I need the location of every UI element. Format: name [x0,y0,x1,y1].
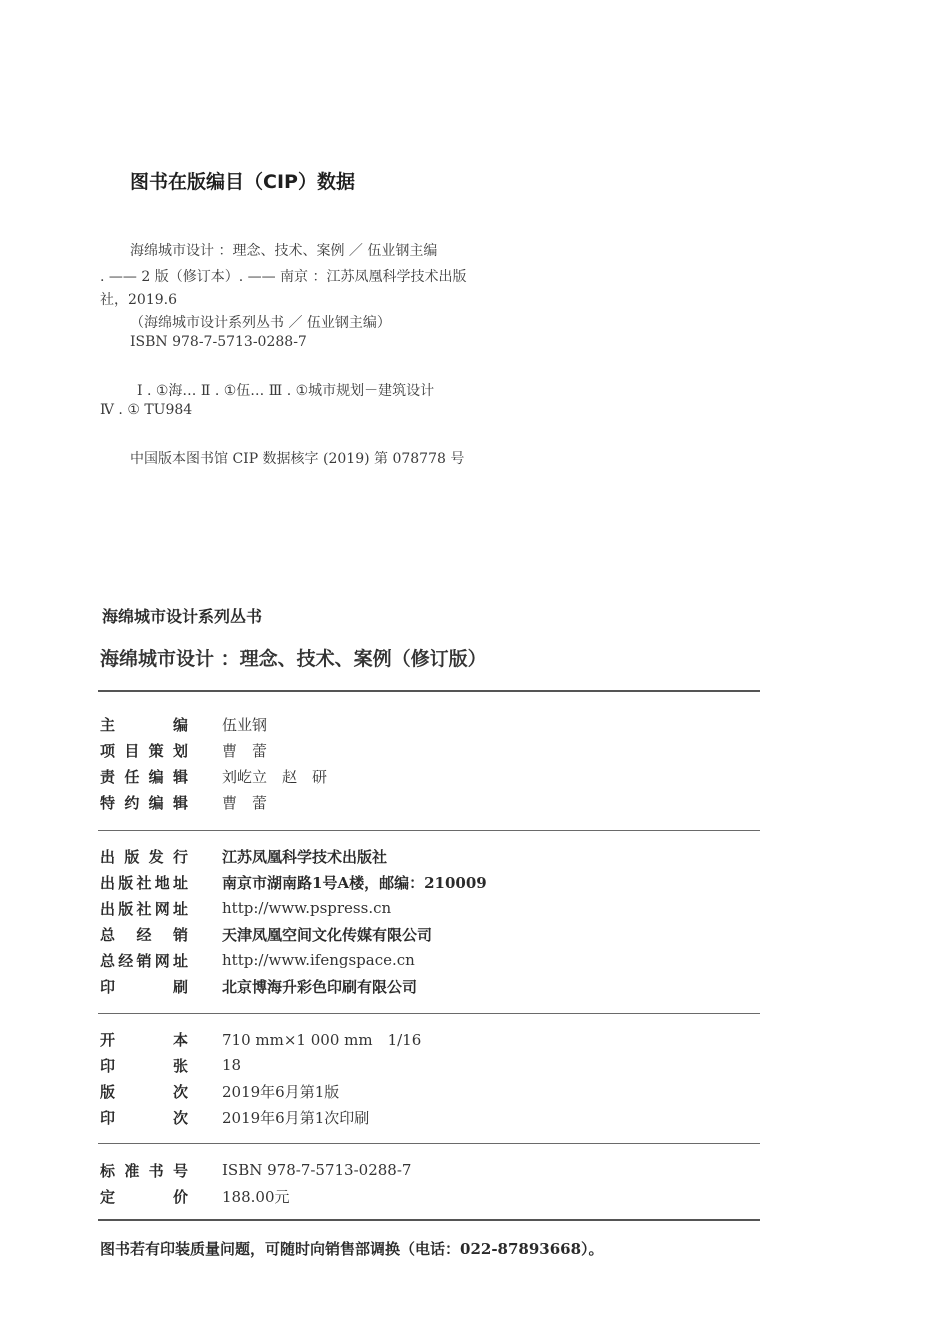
series-name: 海绵城市设计系列丛书 [102,607,263,626]
info-row-distributor [100,923,432,945]
info-row-printer [100,975,417,997]
cip-line-title: 海绵城市设计 ：理念、技术、案例 ／ 伍业钢主编 [130,243,438,259]
row-value: 江苏凤凰科学技术出版社 [222,847,388,866]
divider [98,1013,760,1014]
cip-heading: 图书在版编目（CIP）数据 [130,171,355,193]
distributor-website-link[interactable]: http://www.ifengspace.cn [222,951,415,969]
info-row-publisher-address [100,871,487,893]
info-row-publisher-website [100,897,391,919]
publisher-website-link[interactable]: http://www.pspress.cn [222,899,392,917]
info-row-printing [100,1106,369,1128]
row-label: 开 本 [100,1030,188,1049]
row-label: 出 版 社 网 址 [100,899,188,918]
quality-notice: 图书若有印装质量问题，可随时向销售部调换（电话：022-87893668）。 [100,1240,604,1258]
divider [98,830,760,831]
info-row-contributing-editor [100,791,267,813]
info-row-project-planner [100,739,267,761]
book-title: 海绵城市设计 ：理念、技术、案例（修订版） [100,648,487,670]
cip-line-publisher: 社，2019.6 [100,292,177,308]
info-row-distributor-website [100,949,415,971]
info-row-isbn [100,1159,411,1181]
cip-line-record-number: 中国版本图书馆 CIP 数据核字 (2019) 第 078778 号 [130,451,465,467]
cip-line-series: （海绵城市设计系列丛书 ／ 伍业钢主编） [130,315,391,331]
cip-line-edition: . —— 2 版（修订本）. —— 南京 ：江苏凤凰科学技术出版 [100,269,467,285]
info-row-publisher [100,845,387,867]
row-label: 出 版 发 行 [100,847,188,866]
cip-line-subjects: Ⅰ . ①海… Ⅱ . ①伍… Ⅲ . ①城市规划－建筑设计 [137,383,435,399]
info-row-format [100,1028,421,1050]
row-value: 刘屹立 赵 研 [222,767,328,786]
row-value: 188.00元 [222,1187,290,1206]
row-value: 南京市湖南路1号A楼，邮编：210009 [222,873,487,892]
row-value: 710 mm×1 000 mm 1/16 [222,1030,422,1049]
row-label: 印 次 [100,1108,188,1127]
row-label: 总 经 销 [100,925,188,944]
row-label: 主 编 [100,715,188,734]
row-label: 总 经 销 网 址 [100,951,188,970]
cip-line-isbn: ISBN 978-7-5713-0288-7 [130,334,307,350]
row-value: 2019年6月第1版 [222,1082,340,1101]
cip-line-classification: Ⅳ . ① TU984 [100,402,193,418]
row-value: ISBN 978-7-5713-0288-7 [222,1161,412,1179]
row-value: 伍业钢 [222,715,268,734]
row-value: 曹 蕾 [222,741,268,760]
row-label: 标 准 书 号 [100,1161,188,1180]
divider [98,1219,760,1221]
info-row-chief-editor [100,713,267,735]
info-row-price [100,1185,290,1207]
row-label: 版 次 [100,1082,188,1101]
row-label: 定 价 [100,1187,188,1206]
row-value: 北京博海升彩色印刷有限公司 [222,977,418,996]
row-label: 特 约 编 辑 [100,793,188,812]
row-value: 天津凤凰空间文化传媒有限公司 [222,925,433,944]
divider [98,690,760,692]
info-row-edition [100,1080,339,1102]
row-value: 曹 蕾 [222,793,268,812]
row-label: 印 刷 [100,977,188,996]
row-value: 2019年6月第1次印刷 [222,1108,370,1127]
info-row-responsible-editor [100,765,327,787]
row-value: 18 [222,1056,242,1074]
row-label: 责 任 编 辑 [100,767,188,786]
row-label: 出 版 社 地 址 [100,873,188,892]
row-label: 印 张 [100,1056,188,1075]
info-row-sheets [100,1054,241,1076]
row-label: 项 目 策 划 [100,741,188,760]
divider [98,1143,760,1144]
